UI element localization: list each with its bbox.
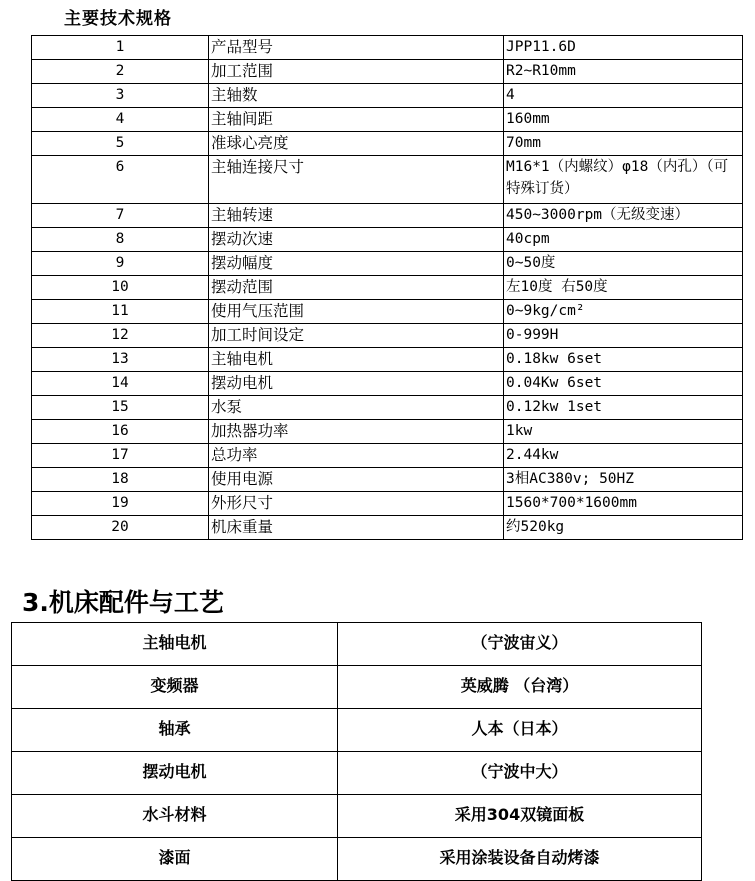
table-row: [12, 623, 702, 666]
table-row: [32, 468, 743, 492]
spec-item: 加工时间设定: [209, 324, 504, 348]
row-number: 3: [32, 84, 209, 108]
row-number: 9: [32, 252, 209, 276]
part-name: 摆动电机: [12, 752, 338, 795]
spec-item: 主轴电机: [209, 348, 504, 372]
spec-value: 160mm: [504, 108, 743, 132]
part-name: 水斗材料: [12, 795, 338, 838]
spec-value: 0~9kg/cm²: [504, 300, 743, 324]
spec-value: 0.12kw 1set: [504, 396, 743, 420]
spec-item: 摆动次速: [209, 228, 504, 252]
table-row: [32, 108, 743, 132]
table-row: [12, 666, 702, 709]
part-detail: 采用涂装设备自动烤漆: [338, 838, 702, 881]
spec-value: 40cpm: [504, 228, 743, 252]
table-row: [32, 36, 743, 60]
spec-value: 2.44kw: [504, 444, 743, 468]
spec-item: 准球心亮度: [209, 132, 504, 156]
part-name: 主轴电机: [12, 623, 338, 666]
table-row: [32, 276, 743, 300]
table-row: [32, 60, 743, 84]
spec-item: 外形尺寸: [209, 492, 504, 516]
spec-value: 0.18kw 6set: [504, 348, 743, 372]
table-row: [32, 372, 743, 396]
row-number: 10: [32, 276, 209, 300]
accessory-section-title: 3.机床配件与工艺: [22, 588, 224, 617]
table-row: [32, 132, 743, 156]
spec-value: JPP11.6D: [504, 36, 743, 60]
spec-item: 摆动幅度: [209, 252, 504, 276]
spec-item: 摆动电机: [209, 372, 504, 396]
table-row: [32, 300, 743, 324]
row-number: 5: [32, 132, 209, 156]
spec-item: 加工范围: [209, 60, 504, 84]
table-row: [32, 444, 743, 468]
table-row: [32, 84, 743, 108]
spec-value: 1kw: [504, 420, 743, 444]
spec-value: 3相AC380v; 50HZ: [504, 468, 743, 492]
table-row: [12, 752, 702, 795]
row-number: 6: [32, 156, 209, 204]
part-detail: （宁波宙义）: [338, 623, 702, 666]
spec-item: 主轴连接尺寸: [209, 156, 504, 204]
spec-value: 约520kg: [504, 516, 743, 540]
table-row: [12, 709, 702, 752]
part-detail: 英威腾 （台湾）: [338, 666, 702, 709]
part-detail: 人本（日本）: [338, 709, 702, 752]
spec-item: 主轴间距: [209, 108, 504, 132]
part-name: 变频器: [12, 666, 338, 709]
row-number: 2: [32, 60, 209, 84]
spec-item: 主轴转速: [209, 204, 504, 228]
table-row: [32, 228, 743, 252]
row-number: 1: [32, 36, 209, 60]
row-number: 17: [32, 444, 209, 468]
table-row: [12, 838, 702, 881]
part-detail: 采用304双镜面板: [338, 795, 702, 838]
row-number: 4: [32, 108, 209, 132]
spec-table: [31, 35, 743, 540]
row-number: 12: [32, 324, 209, 348]
spec-item: 总功率: [209, 444, 504, 468]
table-row: [32, 348, 743, 372]
table-row: [32, 156, 743, 204]
spec-value: 左10度 右50度: [504, 276, 743, 300]
spec-value: 4: [504, 84, 743, 108]
row-number: 8: [32, 228, 209, 252]
table-row: [32, 516, 743, 540]
part-detail: （宁波中大）: [338, 752, 702, 795]
spec-item: 加热器功率: [209, 420, 504, 444]
spec-item: 摆动范围: [209, 276, 504, 300]
spec-value: 0-999H: [504, 324, 743, 348]
table-row: [32, 204, 743, 228]
spec-item: 水泵: [209, 396, 504, 420]
spec-item: 产品型号: [209, 36, 504, 60]
spec-section-title: 主要技术规格: [64, 9, 172, 29]
spec-item: 使用电源: [209, 468, 504, 492]
row-number: 16: [32, 420, 209, 444]
table-row: [32, 396, 743, 420]
spec-value: 0.04Kw 6set: [504, 372, 743, 396]
spec-item: 主轴数: [209, 84, 504, 108]
row-number: 18: [32, 468, 209, 492]
row-number: 14: [32, 372, 209, 396]
row-number: 20: [32, 516, 209, 540]
row-number: 13: [32, 348, 209, 372]
spec-item: 使用气压范围: [209, 300, 504, 324]
spec-value: 1560*700*1600mm: [504, 492, 743, 516]
part-name: 漆面: [12, 838, 338, 881]
table-row: [32, 420, 743, 444]
row-number: 19: [32, 492, 209, 516]
row-number: 7: [32, 204, 209, 228]
accessory-table: [11, 622, 702, 881]
spec-value: 0~50度: [504, 252, 743, 276]
spec-value: 450~3000rpm（无级变速）: [504, 204, 743, 228]
part-name: 轴承: [12, 709, 338, 752]
row-number: 11: [32, 300, 209, 324]
spec-item: 机床重量: [209, 516, 504, 540]
table-row: [32, 492, 743, 516]
table-row: [12, 795, 702, 838]
spec-value: M16*1（内螺纹）φ18（内孔）（可特殊订货）: [504, 156, 743, 204]
spec-value: 70mm: [504, 132, 743, 156]
table-row: [32, 324, 743, 348]
spec-value: R2~R10mm: [504, 60, 743, 84]
table-row: [32, 252, 743, 276]
row-number: 15: [32, 396, 209, 420]
